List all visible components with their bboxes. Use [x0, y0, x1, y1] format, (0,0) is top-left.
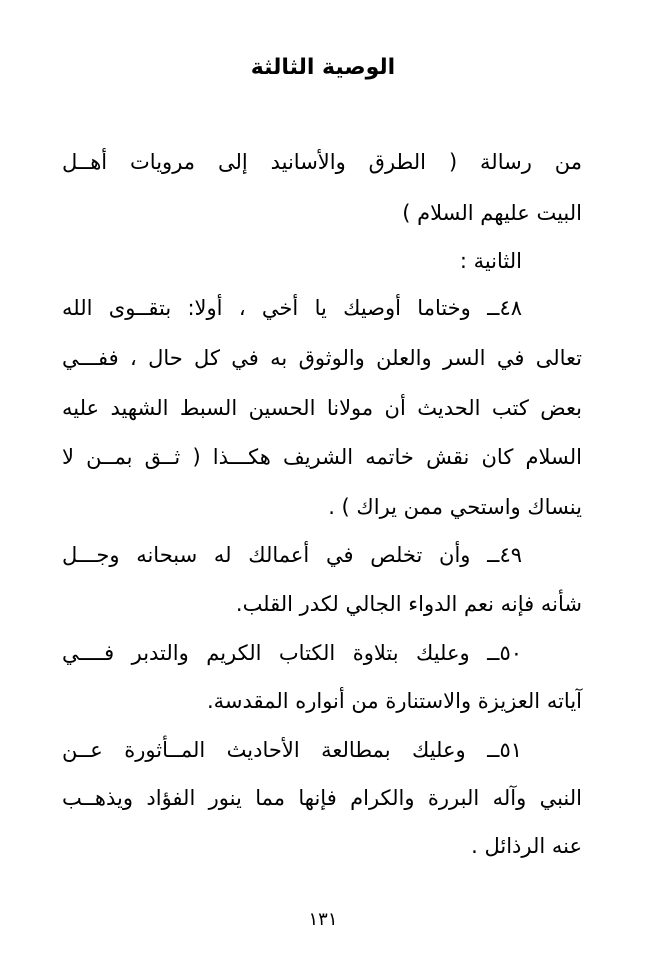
text-line-7: السلام كان نقش خاتمه الشريف هكـــذا ( ثــق بمــن لا	[62, 445, 582, 469]
text-line-12: آياته العزيزة والاستنارة من أنواره المقدسة.	[207, 689, 582, 713]
text-line-8: ينساك واستحي ممن يراك ) .	[328, 495, 582, 519]
text-line-15: عنه الرذائل .	[471, 834, 582, 858]
text-line-6: بعض كتب الحديث أن مولانا الحسين السبط الشهيد عليه	[62, 396, 582, 420]
text-line-10: شأنه فإنه نعم الدواء الجالي لكدر القلب.	[235, 592, 582, 616]
text-line-1: من رسالة ( الطرق والأسانيد إلى مرويات أهــل	[62, 150, 582, 174]
text-line-5: تعالى في السر والعلن والوثوق به في كل حال ، ففـــي	[62, 346, 582, 370]
text-line-2: البيت عليهم السلام )	[402, 201, 582, 225]
text-line-4: ٤٨ــ وختاما أوصيك يا أخي ، أولا: بتقــوى الله	[62, 296, 522, 320]
text-line-13: ٥١ــ وعليك بمطالعة الأحاديث المــأثورة عــن	[62, 738, 522, 762]
page-number: ١٣١	[308, 909, 338, 930]
text-line-11: ٥٠ــ وعليك بتلاوة الكتاب الكريم والتدبر فــــي	[62, 641, 522, 665]
text-line-14: النبي وآله البررة والكرام فإنها مما ينور الفؤاد ويذهــب	[62, 786, 582, 810]
text-line-9: ٤٩ــ وأن تخلص في أعمالك له سبحانه وجـــل	[62, 543, 522, 567]
text-line-3: الثانية :	[459, 249, 522, 273]
page-title: الوصية الثالثة	[250, 55, 396, 80]
